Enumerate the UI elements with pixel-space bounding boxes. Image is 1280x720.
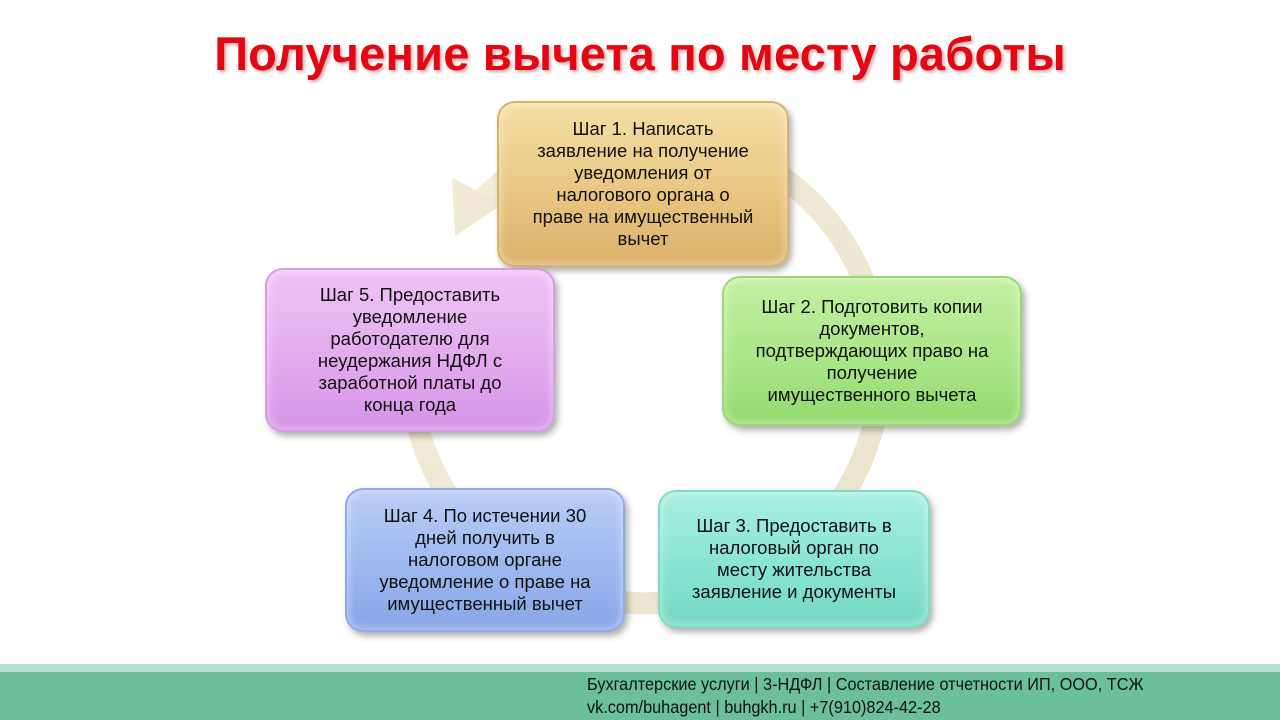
footer-services-text: Бухгалтерские услуги | 3-НДФЛ | Составление отчетности ИП, ООО, ТСЖ xyxy=(587,674,1144,694)
step-3-box xyxy=(658,490,930,628)
step-4-text: Шаг 4. По истечении 30 дней получить в налоговом органе уведомление о праве на имущественный вычет xyxy=(379,505,591,614)
page-title: Получение вычета по месту работы xyxy=(214,27,1066,80)
step-5-box xyxy=(265,268,555,432)
step-5-text: Шаг 5. Предоставить уведомление работодателю для неудержания НДФЛ с заработной платы до конца года xyxy=(317,284,503,415)
step-1-box xyxy=(497,101,789,267)
step-4-box xyxy=(345,488,625,632)
step-3-text: Шаг 3. Предоставить в налоговый орган по месту жительства заявление и документы xyxy=(691,515,897,602)
step-1-text: Шаг 1. Написать заявление на получение уведомления от налогового органа о праве на имущественный вычет xyxy=(532,118,754,249)
footer-contacts-text: vk.com/buhagent | buhgkh.ru | +7(910)824-42-28 xyxy=(587,697,941,717)
step-2-box xyxy=(722,276,1022,426)
footer-stripe xyxy=(0,664,1280,672)
step-2-text: Шаг 2. Подготовить копии документов, подтверждающих право на получение имущественного вычета xyxy=(755,296,989,405)
